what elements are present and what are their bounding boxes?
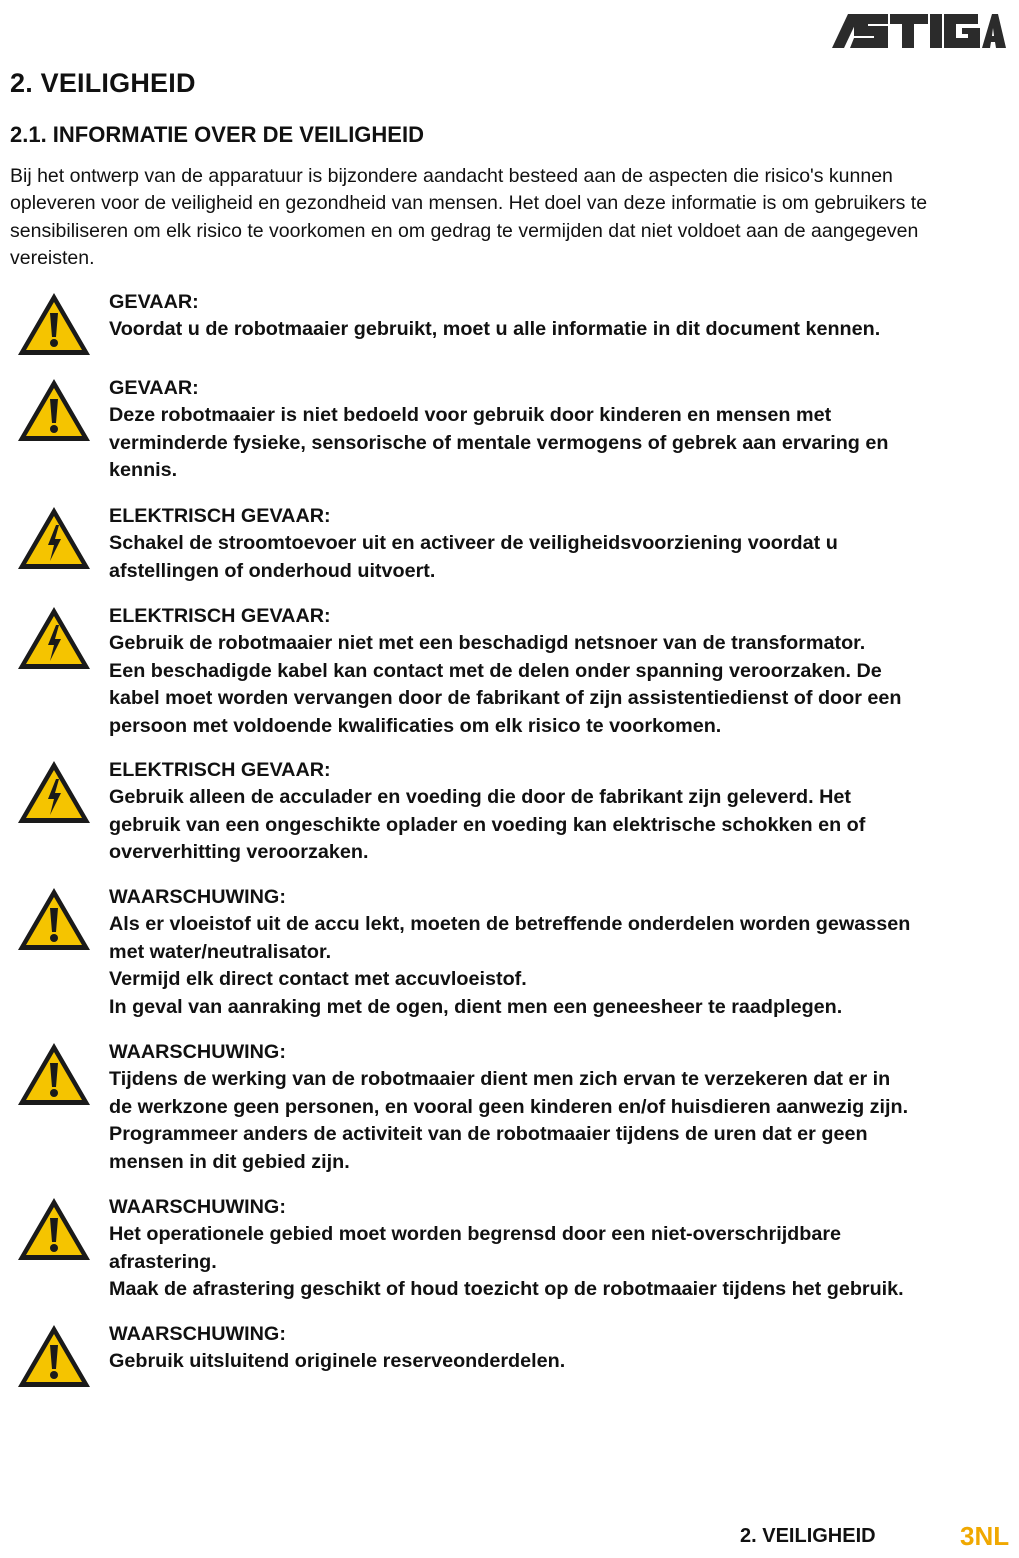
warning-label: GEVAAR:: [109, 291, 199, 313]
warning-line: Een beschadigde kabel kan contact met de delen onder spanning veroorzaken. De: [109, 659, 882, 682]
warning-line: de werkzone geen personen, en vooral geen kinderen en/of huisdieren aanwezig zijn.: [109, 1095, 909, 1118]
warning-text: [109, 375, 1009, 485]
intro-paragraph: [10, 163, 1012, 272]
warning-text: [109, 1321, 1009, 1376]
intro-line: vereisten.: [10, 246, 95, 269]
warning-label: ELEKTRISCH GEVAAR:: [109, 605, 331, 627]
warning-text: [109, 289, 1009, 344]
warning-line: persoon met voldoende kwalificaties om elk risico te voorkomen.: [109, 714, 722, 737]
warning-text: [109, 503, 1009, 585]
warning-line: Programmeer anders de activiteit van de robotmaaier tijdens de uren dat er geen: [109, 1123, 868, 1146]
section-title: 2.1. INFORMATIE OVER DE VEILIGHEID: [10, 122, 424, 147]
warning-line: Tijdens de werking van de robotmaaier dient men zich ervan te verzekeren dat er in: [109, 1068, 891, 1091]
warning-text: [109, 1194, 1009, 1304]
intro-line: Bij het ontwerp van de apparatuur is bijzondere aandacht besteed aan de aspecten die risico's kunnen: [10, 165, 893, 187]
warning-label: ELEKTRISCH GEVAAR:: [109, 759, 331, 781]
warning-line: mensen in dit gebied zijn.: [109, 1150, 350, 1173]
warning-text: [109, 1039, 1009, 1176]
warning-label: WAARSCHUWING:: [109, 1323, 286, 1345]
general-danger-icon: [16, 1323, 92, 1389]
warning-text: [109, 884, 1009, 1021]
general-danger-icon: [16, 886, 92, 952]
general-danger-icon: [16, 291, 92, 357]
warning-label: GEVAAR:: [109, 377, 199, 399]
page-number: 3NL: [960, 1521, 1010, 1551]
general-danger-icon: [16, 1041, 92, 1107]
warning-line: Gebruik uitsluitend originele reserveonderdelen.: [109, 1350, 566, 1373]
warning-label: WAARSCHUWING:: [109, 886, 286, 908]
warning-line: Maak de afrastering geschikt of houd toezicht op de robotmaaier tijdens het gebruik.: [109, 1278, 904, 1301]
intro-line: opleveren voor de veiligheid en gezondheid van mensen. Het doel van deze informatie is om gebruikers te: [10, 192, 928, 215]
warning-label: WAARSCHUWING:: [109, 1196, 286, 1218]
warning-line: kennis.: [109, 459, 178, 482]
electric-danger-icon: [16, 605, 92, 671]
warning-label: WAARSCHUWING:: [109, 1041, 286, 1063]
warning-line: Gebruik de robotmaaier niet met een beschadigd netsnoer van de transformator.: [109, 632, 866, 655]
warning-line: afstellingen of onderhoud uitvoert.: [109, 559, 436, 582]
stiga-logo: [830, 8, 1006, 50]
electric-danger-icon: [16, 505, 92, 571]
warning-line: Het operationele gebied moet worden begrensd door een niet-overschrijdbare: [109, 1223, 842, 1246]
warning-line: gebruik van een ongeschikte oplader en voeding kan elektrische schokken en of: [109, 813, 866, 836]
warning-line: oververhitting veroorzaken.: [109, 841, 369, 864]
warning-line: Als er vloeistof uit de accu lekt, moeten de betreffende onderdelen worden gewassen: [109, 913, 911, 936]
warning-text: [109, 757, 1009, 867]
warning-line: kabel moet worden vervangen door de fabrikant of zijn assistentiedienst of door een: [109, 687, 902, 710]
warning-line: Voordat u de robotmaaier gebruikt, moet u alle informatie in dit document kennen.: [109, 318, 881, 341]
warning-line: Schakel de stroomtoevoer uit en activeer de veiligheidsvoorziening voordat u: [109, 532, 838, 555]
footer-section-title: 2. VEILIGHEID: [740, 1525, 876, 1547]
warning-line: verminderde fysieke, sensorische of mentale vermogens of gebrek aan ervaring en: [109, 431, 889, 454]
warning-text: [109, 603, 1009, 740]
warning-label: ELEKTRISCH GEVAAR:: [109, 505, 331, 527]
warning-line: In geval van aanraking met de ogen, dient men een geneesheer te raadplegen.: [109, 995, 843, 1018]
warning-line: met water/neutralisator.: [109, 940, 332, 963]
warning-line: Gebruik alleen de acculader en voeding die door de fabrikant zijn geleverd. Het: [109, 786, 851, 809]
intro-line: sensibiliseren om elk risico te voorkomen en om gedrag te vermijden dat niet voldoet aan de aangegeven: [10, 219, 919, 242]
chapter-title: 2. VEILIGHEID: [10, 68, 196, 98]
general-danger-icon: [16, 1196, 92, 1262]
warning-line: Vermijd elk direct contact met accuvloeistof.: [109, 968, 527, 991]
warning-line: Deze robotmaaier is niet bedoeld voor gebruik door kinderen en mensen met: [109, 404, 832, 427]
warning-line: afrastering.: [109, 1250, 217, 1273]
electric-danger-icon: [16, 759, 92, 825]
general-danger-icon: [16, 377, 92, 443]
